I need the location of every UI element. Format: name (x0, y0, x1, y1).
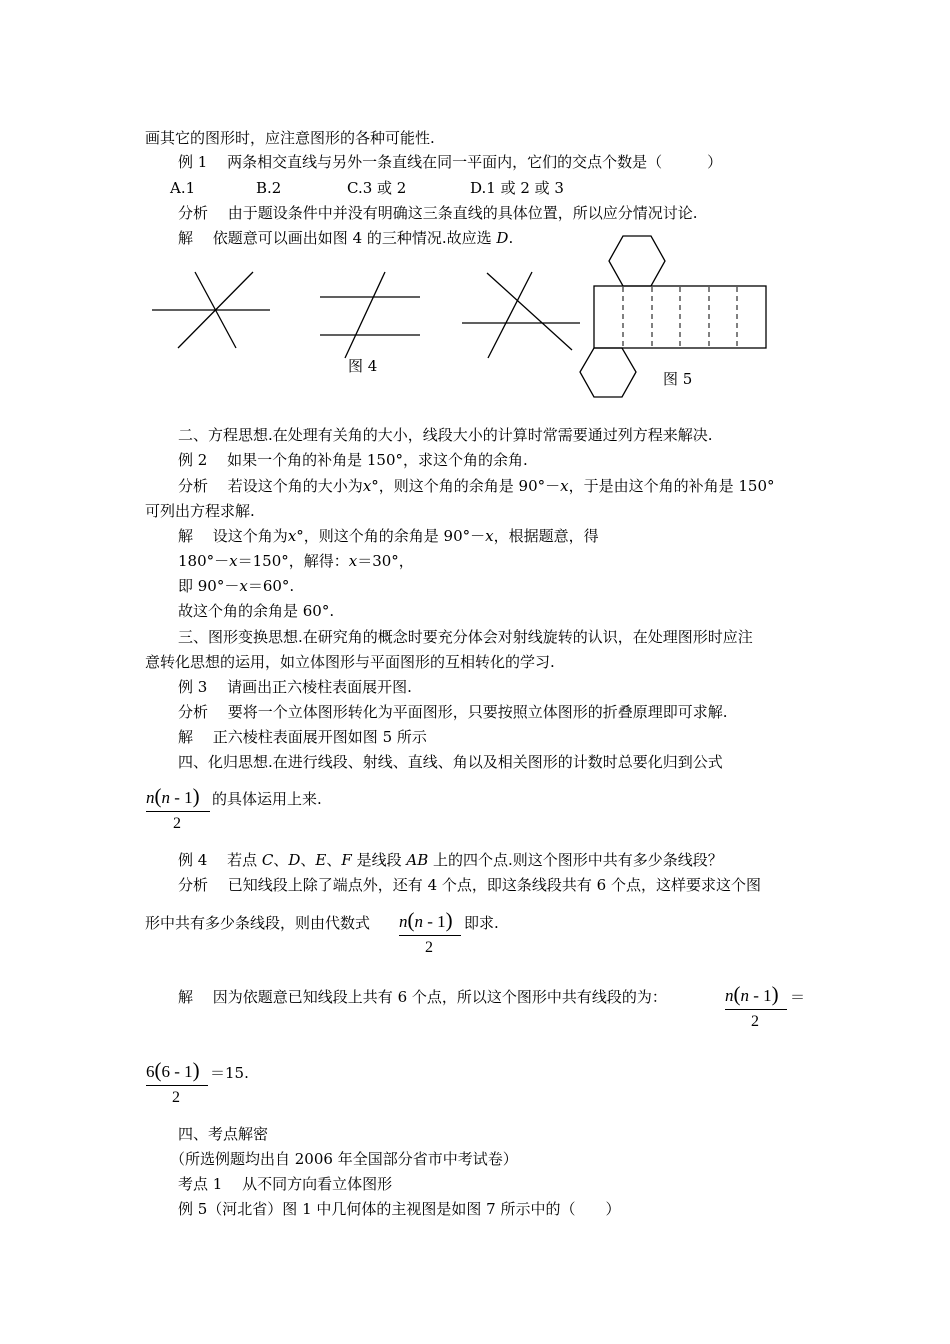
figure-5-caption: 图 5 (663, 370, 693, 388)
figure-4-caption: 图 4 (348, 357, 378, 375)
option-c: C.3 或 2 (347, 179, 407, 197)
example-2-solution: 解 设这个角为x°，则这个角的余角是 90°－x，根据题意，得 (178, 527, 599, 545)
result-text: ＝15. (210, 1064, 249, 1082)
figure-4-diagram-2 (320, 272, 420, 358)
section-2-heading: 二、方程思想.在处理有关角的大小，线段大小的计算时常需要通过列方程来解决. (178, 426, 713, 444)
text-line: 画其它的图形时，应注意图形的各种可能性. (145, 129, 435, 147)
line (488, 272, 532, 358)
answer-variable: D (496, 229, 509, 247)
line (345, 272, 385, 358)
formula-denominator: 2 (172, 1089, 180, 1106)
section-4-heading: 四、化归思想.在进行线段、射线、直线、角以及相关图形的计数时总要化归到公式 (178, 753, 723, 771)
formula-denominator: 2 (751, 1013, 759, 1030)
figure-5-fold-lines (623, 287, 737, 348)
figure-4-diagram-3 (462, 272, 580, 358)
hexagon-top (609, 236, 665, 286)
analysis-text: 由于题设条件中并没有明确这三条直线的具体位置，所以应分情况讨论. (227, 204, 698, 222)
example-4-question: 例 4 若点 C、D、E、F 是线段 AB 上的四个点.则这个图形中共有多少条线段？ (178, 851, 723, 869)
example-2-analysis: 分析 若设这个角的大小为x°，则这个角的余角是 90°－x，于是由这个角的补角是 150° (178, 477, 775, 495)
formula-denominator: 2 (173, 815, 181, 832)
example-1-solution: 解 依题意可以画出如图 4 的三种情况.故应选 D. (178, 229, 514, 247)
formula-numerator: n(n - 1) (725, 982, 779, 1006)
example-2-conclusion: 故这个角的余角是 60°. (178, 602, 335, 620)
example-2-analysis-cont: 可列出方程求解. (145, 502, 255, 520)
fraction-bar (725, 1009, 787, 1010)
equation-line: 180°－x＝150°，解得：x＝30°， (178, 552, 414, 570)
option-a: A.1 (170, 179, 196, 197)
fraction-bar (399, 935, 461, 936)
formula-numerator: n(n - 1) (146, 784, 200, 808)
example-4-solution: 解 因为依题意已知线段上共有 6 个点，所以这个图形中共有线段的为： (178, 988, 667, 1006)
example-3-analysis: 分析 要将一个立体图形转化为平面图形，只要按照立体图形的折叠原理即可求解. (178, 703, 728, 721)
section-heading: 四、考点解密 (178, 1125, 269, 1143)
formula-numerator: 6(6 - 1) (146, 1058, 200, 1082)
example-3-question: 例 3 请画出正六棱柱表面展开图. (178, 678, 412, 696)
text-line: 的具体运用上来. (212, 790, 322, 808)
equals-sign: ＝ (790, 988, 806, 1006)
analysis-label: 分析 (178, 204, 209, 222)
equation-line: 即 90°－x＝60°. (178, 577, 295, 595)
solution-text: 依题意可以画出如图 4 的三种情况.故应选 (212, 229, 497, 247)
example-label: 例 1 (178, 153, 208, 171)
example-5-question: 例 5（河北省）图 1 中几何体的主视图是如图 7 所示中的（ ） (178, 1200, 621, 1218)
fraction-bar (146, 811, 210, 812)
line (487, 273, 572, 350)
key-point-1: 考点 1 从不同方向看立体图形 (178, 1175, 393, 1193)
option-b: B.2 (256, 179, 282, 197)
hexagon-bottom (580, 348, 636, 397)
section-3-heading: 三、图形变换思想.在研究角的概念时要充分体会对射线旋转的认识，在处理图形时应注 (178, 628, 753, 646)
text-line: 即求. (464, 914, 499, 932)
formula-numerator: n(n - 1) (399, 908, 453, 932)
formula-denominator: 2 (425, 939, 433, 956)
figure-4-diagram-1 (152, 272, 270, 348)
note-text: （所选例题均出自 2006 年全国部分省市中考试卷） (170, 1150, 518, 1168)
example-3-solution: 解 正六棱柱表面展开图如图 5 所示 (178, 728, 427, 746)
question-text: 两条相交直线与另外一条直线在同一平面内，它们的交点个数是（ ） (227, 153, 723, 171)
option-d: D.1 或 2 或 3 (470, 179, 564, 197)
example-4-analysis: 分析 已知线段上除了端点外，还有 4 个点，即这条线段共有 6 个点，这样要求这个图 (178, 876, 761, 894)
example-2-question: 例 2 如果一个角的补角是 150°，求这个角的余角. (178, 451, 528, 469)
solution-label: 解 (178, 229, 194, 247)
section-3-heading-cont: 意转化思想的运用，如立体图形与平面图形的互相转化的学习. (145, 653, 555, 671)
figures-4-5 (0, 0, 950, 420)
fraction-bar (146, 1085, 208, 1086)
example-4-analysis-cont: 形中共有多少条线段，则由代数式 (145, 914, 371, 932)
